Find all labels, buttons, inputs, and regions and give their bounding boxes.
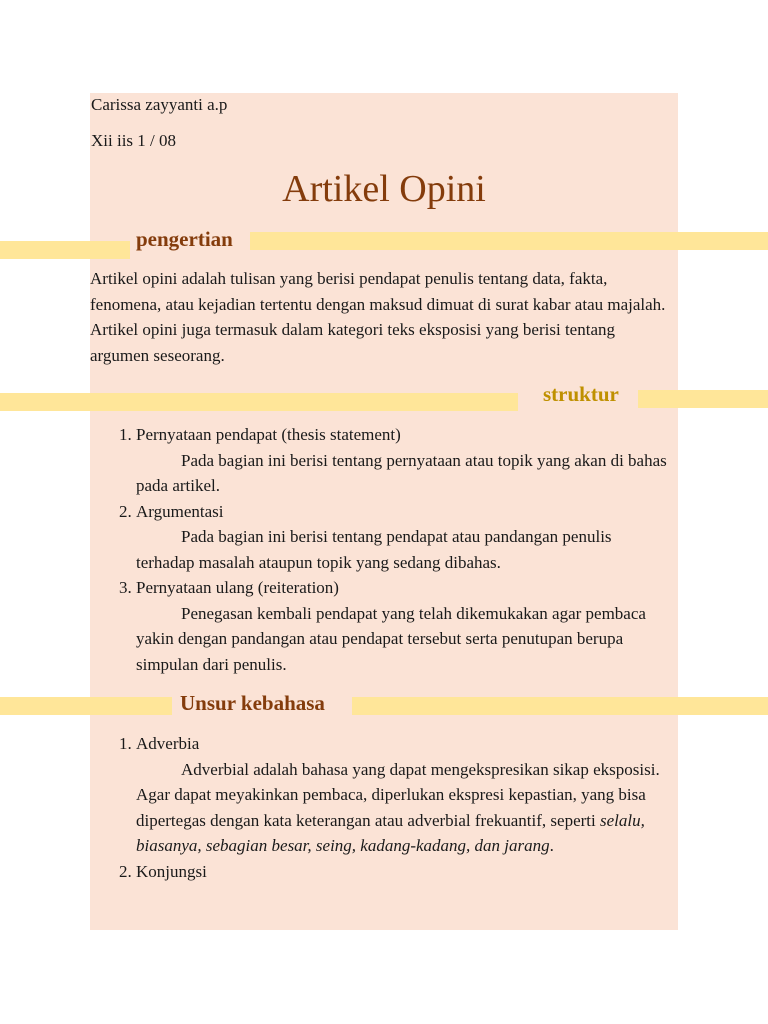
list-item [136,731,670,859]
list-item [136,859,670,885]
author-name: Carissa zayyanti a.p [91,95,228,114]
page-title: Artikel Opini [282,168,486,210]
unsur-kebahasa-list [90,731,670,884]
heading-bar-left [0,241,130,259]
list-item-label: 2. Konjungsi [136,861,207,881]
heading-bar-right [352,697,768,715]
list-item-label: 3. Pernyataan ulang (reiteration) [136,578,339,597]
list-item-description [136,757,670,859]
list-item-label: 1. Pernyataan pendapat (thesis statement) [136,425,401,444]
section-heading-struktur: struktur [543,382,619,406]
list-item-label: 1. Adverbia [136,734,200,753]
section-heading-pengertian: pengertian [136,227,233,251]
heading-bar-right [638,390,768,408]
adverb-examples: selalu, biasanya, sebagian besar, seing, kadang-kadang, dan jarang [136,810,645,855]
heading-bar-right [250,232,768,250]
list-item-label: 2. Argumentasi [136,501,224,521]
section-heading-unsur-kebahasa: Unsur kebahasa [180,691,325,715]
pengertian-paragraph: Artikel opini adalah tulisan yang berisi pendapat penulis tentang data, fakta, fenomena, atau kejadian tertentu dengan maksud dimuat di surat kabar atau majalah. Artikel opini juga termasuk dalam kategori teks eksposisi yang berisi tentang argumen seseorang. [90,269,666,365]
heading-bar-left [0,393,518,411]
list-item-description: Pada bagian ini berisi tentang pernyataan atau topik yang akan di bahas pada artikel. [136,450,667,495]
heading-bar-left [0,697,172,715]
list-item-description: Pada bagian ini berisi tentang pendapat atau pandangan penulis terhadap masalah ataupun topik yang sedang dibahas. [136,527,612,572]
list-item [136,575,670,677]
description-end: . [549,836,554,855]
struktur-list [90,422,670,677]
list-item [136,422,670,499]
list-item-description: Penegasan kembali pendapat yang telah dikemukakan agar pembaca yakin dengan pandangan atau pendapat tersebut serta penutupan berupa simpulan dari penulis. [136,603,646,674]
class-info: Xii iis 1 / 08 [91,131,177,150]
description-text: Adverbial adalah bahasa yang dapat mengekspresikan sikap eksposisi. Agar dapat meyakinkan pembaca, diperlukan ekspresi kepastian, yang bisa dipertegas dengan kata keterangan atau adverbial frekuantif, seperti [136,759,660,830]
list-item [136,499,670,576]
